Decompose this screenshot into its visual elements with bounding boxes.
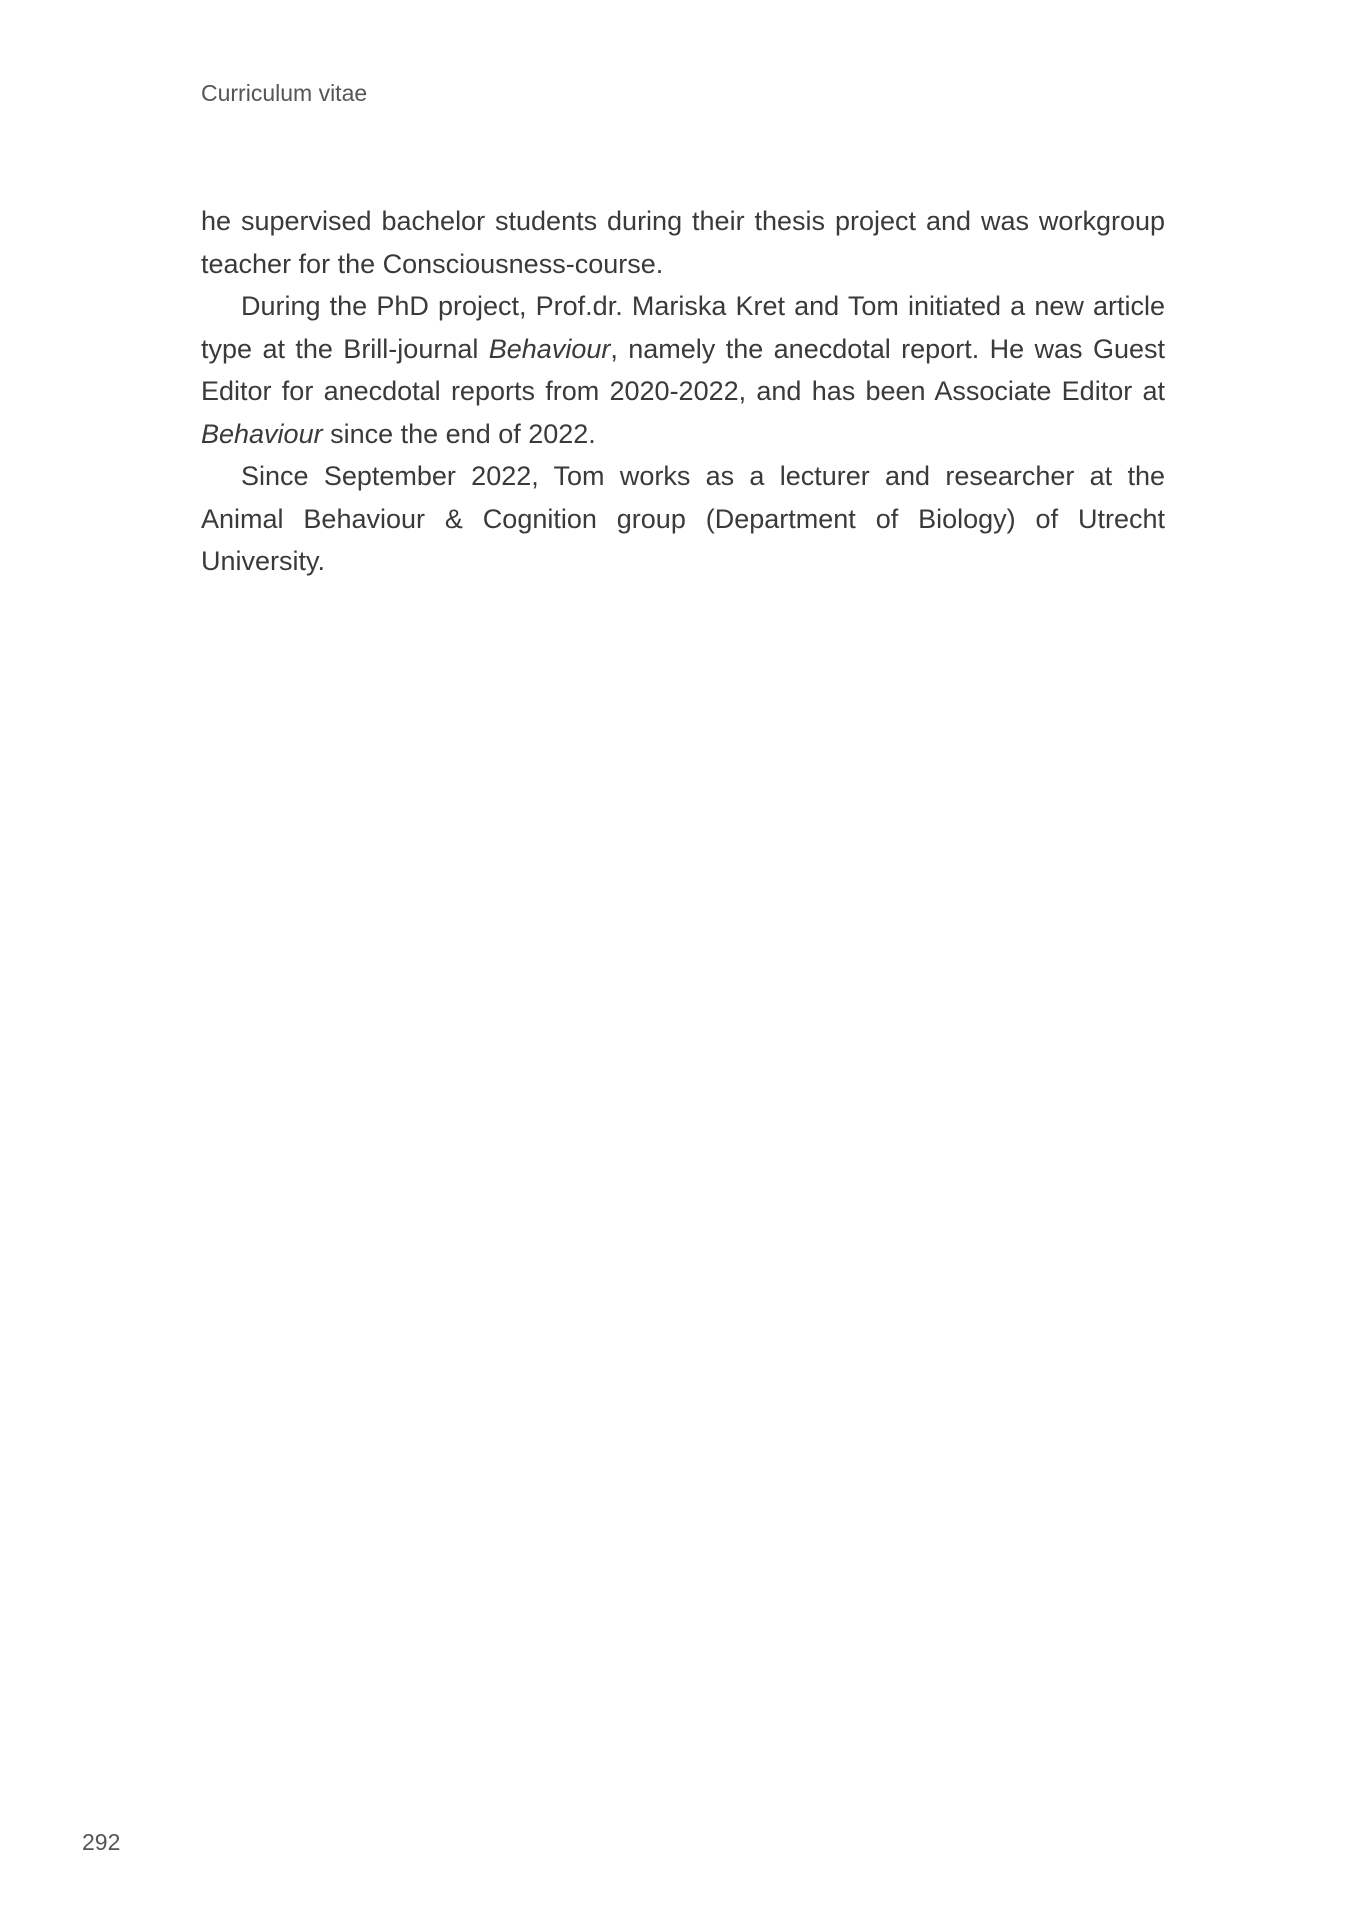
paragraph-3: Since September 2022, Tom works as a lecturer and researcher at the Animal Behaviour & Cognition group (Department of Biology) of Utrecht University. [201, 461, 1165, 576]
journal-name-italic: Behaviour [201, 418, 323, 449]
journal-name-italic: Behaviour [488, 333, 611, 364]
body-text [201, 200, 1165, 583]
page-number: 292 [82, 1829, 121, 1855]
running-header: Curriculum vitae [201, 80, 368, 106]
paragraph-2-text-b: , namely the anecdotal report. He was Guest Editor for anecdotal reports from 2020-2022, and has been Associate Editor at [201, 333, 1165, 406]
paragraph-2-text-c: since the end of 2022. [322, 418, 596, 449]
paragraph-2 [201, 285, 1165, 455]
paragraph-1: he supervised bachelor students during their thesis project and was workgroup teacher for the Consciousness-course. [201, 206, 1165, 279]
paragraph-2-text-a: During the PhD project, Prof.dr. Mariska Kret and Tom initiated a new article type at the Brill-journal [201, 291, 1165, 364]
